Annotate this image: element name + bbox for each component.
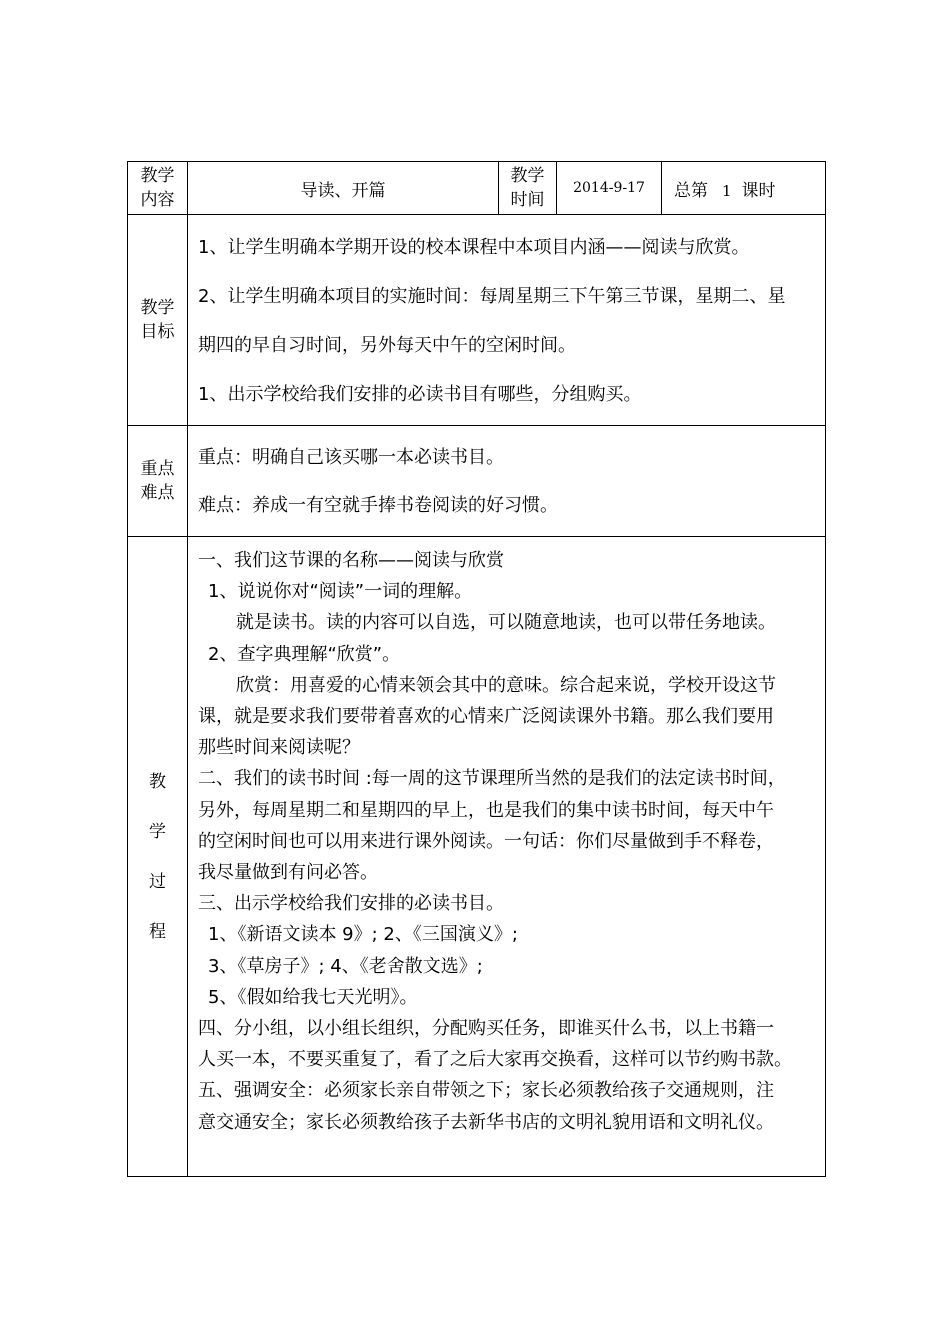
process-content — [188, 537, 826, 1177]
process-line: 意交通安全；家长必须教给孩子去新华书店的文明礼貌用语和文明礼仪。 — [198, 1111, 774, 1133]
process-line: 三、出示学校给我们安排的必读书目。 — [198, 893, 504, 915]
process-row — [128, 537, 826, 1177]
process-line: 5、《假如给我七天光明》。 — [208, 986, 418, 1008]
total-number: 1 — [722, 181, 732, 200]
process-line: 课，就是要求我们要带着喜欢的心情来广泛阅读课外书籍。那么我们要用 — [198, 706, 774, 728]
header-row — [128, 162, 826, 215]
key-points-content — [188, 426, 826, 537]
total-suffix: 课时 — [741, 180, 776, 201]
process-line: 3、《草房子》; 4、《老舍散文选》; — [208, 955, 483, 977]
time-label-cell — [499, 162, 557, 215]
total-prefix: 总第 — [674, 180, 708, 201]
goal-line: 1、出示学校给我们安排的必读书目有哪些，分组购买。 — [198, 384, 642, 405]
lesson-date: 2014-9-17 — [557, 162, 662, 215]
goals-row — [128, 215, 826, 426]
process-line: 四、分小组，以小组长组织，分配购买任务，即谁买什么书，以上书籍一 — [198, 1018, 774, 1040]
process-line: 2、查字典理解“欣赏”。 — [208, 643, 401, 665]
process-line: 1、说说你对“阅读”一词的理解。 — [208, 581, 473, 603]
time-label-line-2: 时间 — [510, 190, 545, 210]
goal-line: 1、让学生明确本学期开设的校本课程中本项目内涵——阅读与欣赏。 — [198, 237, 750, 258]
lesson-plan-table — [127, 161, 826, 1177]
content-label-line-2: 内容 — [140, 190, 175, 210]
process-line: 欣赏：用喜爱的心情来领会其中的意味。综合起来说，学校开设这节 — [236, 674, 776, 696]
key-points-label-cell — [128, 426, 188, 537]
process-line: 的空闲时间也可以用来进行课外阅读。一句话：你们尽量做到手不释卷， — [198, 830, 774, 852]
process-label-char: 学 — [149, 821, 166, 842]
process-line: 1、《新语文读本 9》; 2、《三国演义》; — [208, 924, 518, 946]
process-line: 二、我们的读书时间 :每一周的这节课理所当然的是我们的法定读书时间， — [198, 768, 786, 790]
process-line: 人买一本，不要买重复了，看了之后大家再交换看，这样可以节约购书款。 — [198, 1049, 792, 1071]
goals-label-cell — [128, 215, 188, 426]
key-points-row — [128, 426, 826, 537]
process-label-cell — [128, 537, 188, 1177]
process-line: 一、我们这节课的名称——阅读与欣赏 — [198, 550, 504, 571]
process-label-char: 过 — [149, 871, 166, 892]
goals-label-line-1: 教学 — [140, 298, 175, 318]
goals-content — [188, 215, 826, 426]
process-line: 就是读书。读的内容可以自选，可以随意地读，也可以带任务地读。 — [236, 612, 776, 634]
process-line: 另外，每周星期二和星期四的早上，也是我们的集中读书时间，每天中午 — [198, 799, 774, 821]
process-label-char: 教 — [149, 771, 166, 792]
goals-label-line-2: 目标 — [140, 322, 175, 342]
time-label-line-1: 教学 — [510, 166, 545, 186]
process-label-char: 程 — [149, 921, 166, 942]
goal-line: 2、让学生明确本项目的实施时间：每周星期三下午第三节课，星期二、星 — [198, 286, 786, 307]
process-line: 那些时间来阅读呢？ — [198, 737, 360, 759]
lesson-title: 导读、开篇 — [188, 162, 499, 215]
process-line: 我尽量做到有问必答。 — [198, 862, 378, 884]
total-lessons-cell — [662, 162, 826, 215]
content-label-line-1: 教学 — [140, 166, 175, 186]
content-label-cell — [128, 162, 188, 215]
key-point-line: 重点：明确自己该买哪一本必读书目。 — [198, 447, 504, 468]
key-points-label-line-2: 难点 — [140, 483, 175, 503]
process-line: 五、强调安全：必须家长亲自带领之下；家长必须教给孩子交通规则，注 — [198, 1080, 774, 1102]
key-points-label-line-1: 重点 — [140, 459, 175, 479]
key-point-line: 难点：养成一有空就手捧书卷阅读的好习惯。 — [198, 495, 558, 516]
goal-line: 期四的早自习时间，另外每天中午的空闲时间。 — [198, 335, 576, 356]
